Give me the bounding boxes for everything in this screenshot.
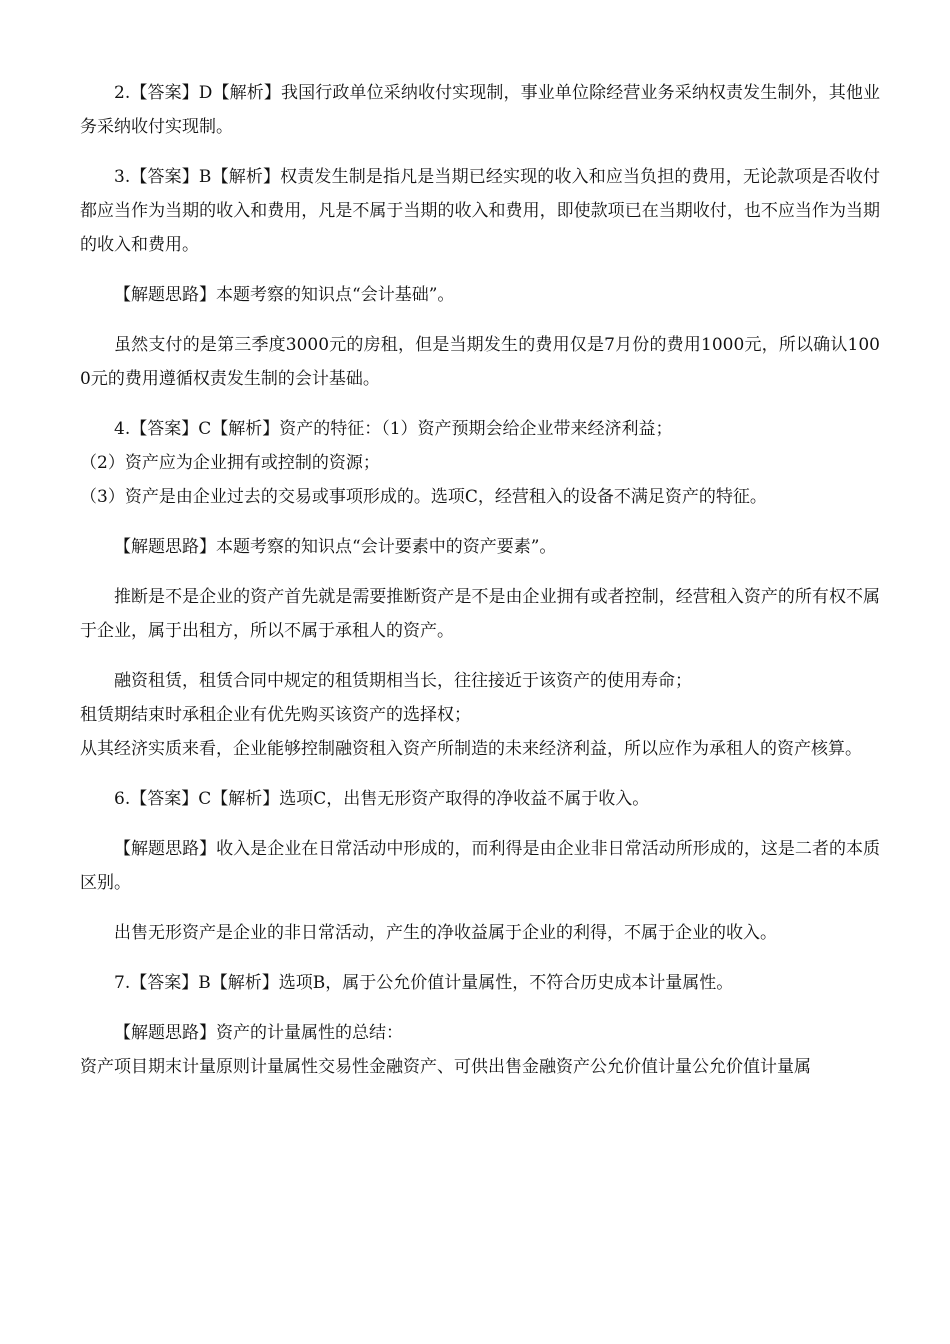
finance-lease-line-1: 融资租赁，租赁合同中规定的租赁期相当长，往往接近于该资产的使用寿命； [114,671,692,691]
answer-4-item-2: （2）资产应为企业拥有或控制的资源； [80,453,380,473]
answer-4-explanation: 推断是不是企业的资产首先就是需要推断资产是不是由企业拥有或者控制，经营租入资产的所有权不属于企业，属于出租方，所以不属于承租人的资产。 [80,587,880,641]
answer-3-paragraph: 3.【答案】B【解析】权责发生制是指凡是当期已经实现的收入和应当负担的费用，无论款项是否收付都应当作为当期的收入和费用，凡是不属于当期的收入和费用，即使款项已在当期收付，也不应当作为当期的收入和费用。 [80,167,880,255]
answer-3-approach: 【解题思路】本题考察的知识点“会计基础”。 [114,285,455,305]
answer-2-paragraph: 2.【答案】D【解析】我国行政单位采纳收付实现制，事业单位除经营业务采纳权责发生制外，其他业务采纳收付实现制。 [80,83,880,137]
answer-4-approach: 【解题思路】本题考察的知识点“会计要素中的资产要素”。 [114,537,557,557]
answer-3-explanation: 虽然支付的是第三季度3000元的房租，但是当期发生的费用仅是7月份的费用1000元，所以确认1000元的费用遵循权责发生制的会计基础。 [80,335,880,389]
answer-4-item-3: （3）资产是由企业过去的交易或事项形成的。选项C，经营租入的设备不满足资产的特征。 [80,487,767,507]
finance-lease-line-2: 租赁期结束时承租企业有优先购买该资产的选择权； [80,705,471,725]
answer-4-paragraph: 4.【答案】C【解析】资产的特征：（1）资产预期会给企业带来经济利益； [114,419,673,439]
answer-7-approach: 【解题思路】资产的计量属性的总结： [114,1023,403,1043]
answer-7-table-header: 资产项目期末计量原则计量属性交易性金融资产、可供出售金融资产公允价值计量公允价值计量属 [80,1057,811,1077]
answer-6-explanation: 出售无形资产是企业的非日常活动，产生的净收益属于企业的利得，不属于企业的收入。 [114,923,777,943]
answer-6-paragraph: 6.【答案】C【解析】选项C，出售无形资产取得的净收益不属于收入。 [114,789,650,809]
finance-lease-line-3: 从其经济实质来看，企业能够控制融资租入资产所制造的未来经济利益，所以应作为承租人的资产核算。 [80,739,862,759]
answer-6-approach: 【解题思路】收入是企业在日常活动中形成的，而利得是由企业非日常活动所形成的，这是二者的本质区别。 [80,839,880,893]
answer-7-paragraph: 7.【答案】B【解析】选项B，属于公允价值计量属性，不符合历史成本计量属性。 [114,973,734,993]
document-page [80,76,880,1084]
